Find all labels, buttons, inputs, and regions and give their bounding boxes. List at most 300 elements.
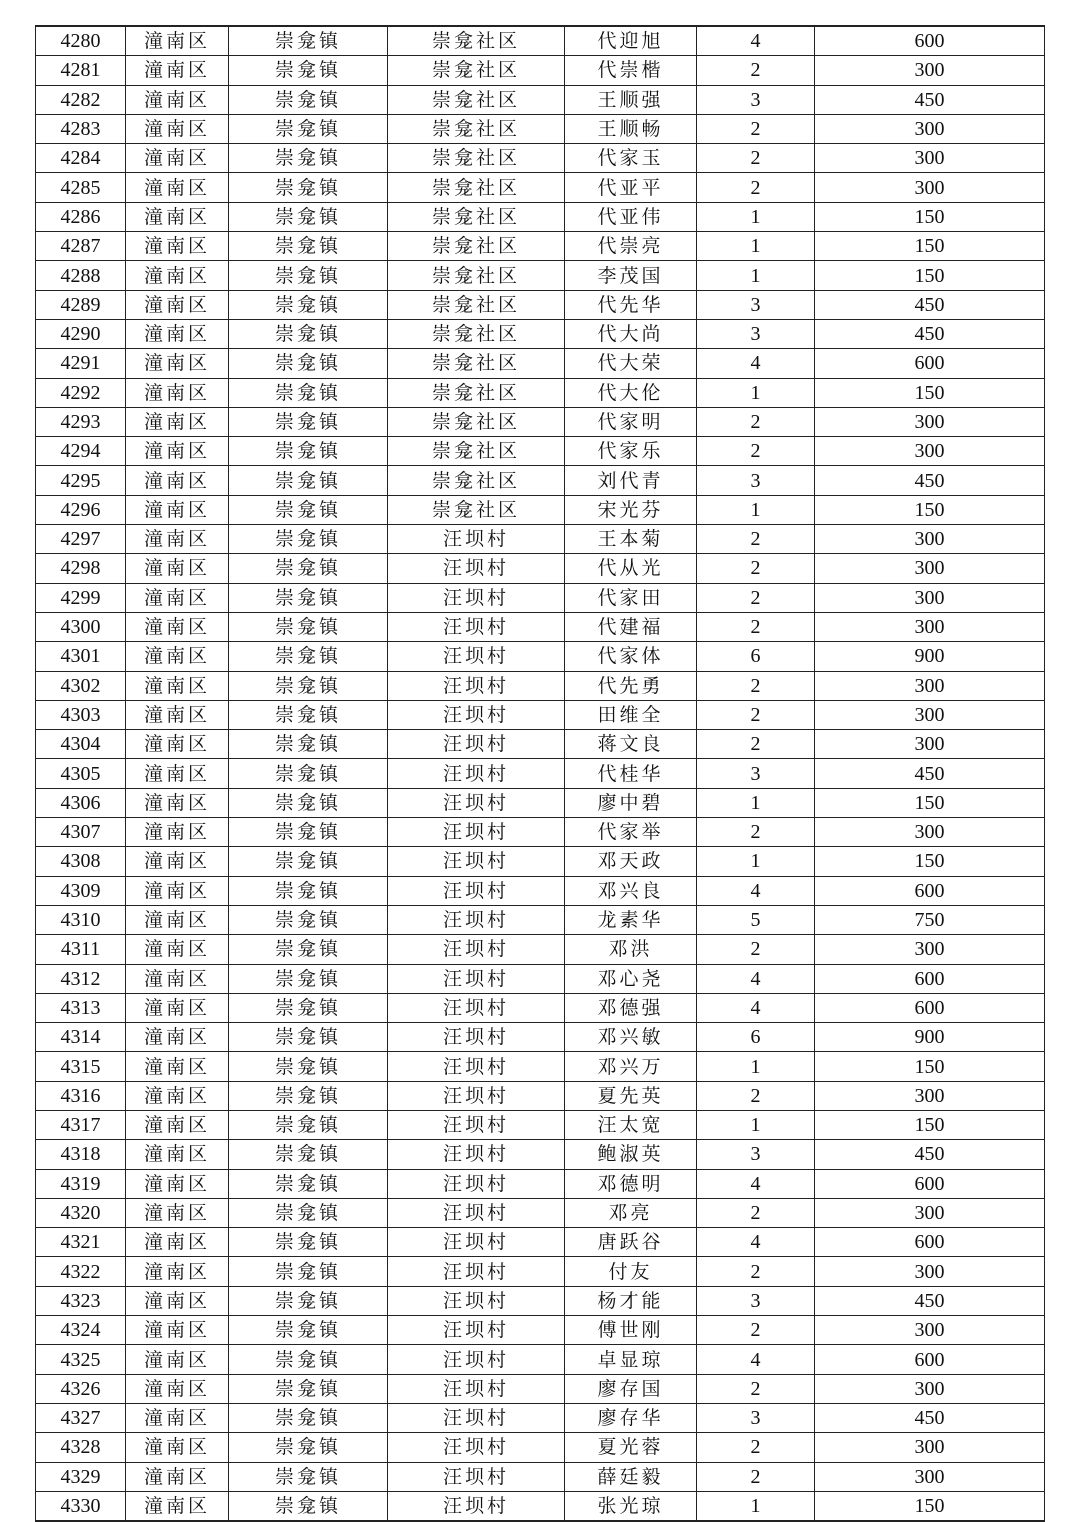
district-cell: 潼南区 — [126, 1081, 229, 1110]
name-cell: 代大尚 — [565, 319, 697, 348]
name-cell: 付友 — [565, 1257, 697, 1286]
serial-number-cell: 4299 — [36, 583, 126, 612]
table-row — [36, 700, 1045, 729]
table-row — [36, 1403, 1045, 1432]
table-row — [36, 1374, 1045, 1403]
name-cell: 代家明 — [565, 407, 697, 436]
town-cell: 崇龛镇 — [229, 378, 388, 407]
amount-cell: 450 — [815, 759, 1045, 788]
town-cell: 崇龛镇 — [229, 85, 388, 114]
town-cell: 崇龛镇 — [229, 1081, 388, 1110]
town-cell: 崇龛镇 — [229, 905, 388, 934]
name-cell: 邓亮 — [565, 1198, 697, 1227]
serial-number-cell: 4306 — [36, 788, 126, 817]
amount-cell: 150 — [815, 495, 1045, 524]
town-cell: 崇龛镇 — [229, 1403, 388, 1432]
district-cell: 潼南区 — [126, 1257, 229, 1286]
household-size-cell: 1 — [697, 378, 815, 407]
table-row — [36, 1257, 1045, 1286]
table-row — [36, 730, 1045, 759]
district-cell: 潼南区 — [126, 1169, 229, 1198]
table-row — [36, 964, 1045, 993]
district-cell: 潼南区 — [126, 1052, 229, 1081]
name-cell: 鲍淑英 — [565, 1140, 697, 1169]
serial-number-cell: 4288 — [36, 261, 126, 290]
serial-number-cell: 4282 — [36, 85, 126, 114]
amount-cell: 300 — [815, 56, 1045, 85]
district-cell: 潼南区 — [126, 56, 229, 85]
town-cell: 崇龛镇 — [229, 847, 388, 876]
household-size-cell: 1 — [697, 847, 815, 876]
household-size-cell: 4 — [697, 1345, 815, 1374]
table-row — [36, 261, 1045, 290]
district-cell: 潼南区 — [126, 290, 229, 319]
table-row — [36, 437, 1045, 466]
town-cell: 崇龛镇 — [229, 349, 388, 378]
district-cell: 潼南区 — [126, 1462, 229, 1491]
name-cell: 代家体 — [565, 642, 697, 671]
name-cell: 廖中碧 — [565, 788, 697, 817]
district-cell: 潼南区 — [126, 26, 229, 56]
serial-number-cell: 4310 — [36, 905, 126, 934]
table-row — [36, 1433, 1045, 1462]
village-cell: 汪坝村 — [388, 905, 565, 934]
amount-cell: 600 — [815, 1169, 1045, 1198]
name-cell: 邓兴敏 — [565, 1023, 697, 1052]
district-cell: 潼南区 — [126, 1403, 229, 1432]
village-cell: 汪坝村 — [388, 671, 565, 700]
serial-number-cell: 4328 — [36, 1433, 126, 1462]
village-cell: 汪坝村 — [388, 1228, 565, 1257]
town-cell: 崇龛镇 — [229, 964, 388, 993]
amount-cell: 450 — [815, 466, 1045, 495]
name-cell: 刘代青 — [565, 466, 697, 495]
household-size-cell: 4 — [697, 876, 815, 905]
name-cell: 邓心尧 — [565, 964, 697, 993]
town-cell: 崇龛镇 — [229, 1462, 388, 1491]
table-row — [36, 466, 1045, 495]
amount-cell: 450 — [815, 1403, 1045, 1432]
amount-cell: 300 — [815, 554, 1045, 583]
village-cell: 崇龛社区 — [388, 319, 565, 348]
amount-cell: 300 — [815, 700, 1045, 729]
name-cell: 邓兴良 — [565, 876, 697, 905]
village-cell: 汪坝村 — [388, 1110, 565, 1139]
household-size-cell: 4 — [697, 349, 815, 378]
district-cell: 潼南区 — [126, 876, 229, 905]
amount-cell: 300 — [815, 144, 1045, 173]
serial-number-cell: 4302 — [36, 671, 126, 700]
serial-number-cell: 4330 — [36, 1491, 126, 1521]
amount-cell: 600 — [815, 993, 1045, 1022]
table-row — [36, 554, 1045, 583]
amount-cell: 900 — [815, 1023, 1045, 1052]
name-cell: 田维全 — [565, 700, 697, 729]
town-cell: 崇龛镇 — [229, 525, 388, 554]
serial-number-cell: 4287 — [36, 232, 126, 261]
table-row — [36, 319, 1045, 348]
amount-cell: 300 — [815, 612, 1045, 641]
household-size-cell: 2 — [697, 700, 815, 729]
district-cell: 潼南区 — [126, 173, 229, 202]
town-cell: 崇龛镇 — [229, 144, 388, 173]
village-cell: 崇龛社区 — [388, 26, 565, 56]
amount-cell: 450 — [815, 1286, 1045, 1315]
village-cell: 汪坝村 — [388, 1140, 565, 1169]
district-cell: 潼南区 — [126, 114, 229, 143]
table-row — [36, 525, 1045, 554]
district-cell: 潼南区 — [126, 232, 229, 261]
serial-number-cell: 4292 — [36, 378, 126, 407]
serial-number-cell: 4286 — [36, 202, 126, 231]
name-cell: 代大荣 — [565, 349, 697, 378]
village-cell: 崇龛社区 — [388, 202, 565, 231]
table-row — [36, 1169, 1045, 1198]
serial-number-cell: 4312 — [36, 964, 126, 993]
serial-number-cell: 4311 — [36, 935, 126, 964]
village-cell: 崇龛社区 — [388, 290, 565, 319]
amount-cell: 300 — [815, 935, 1045, 964]
town-cell: 崇龛镇 — [229, 1433, 388, 1462]
amount-cell: 300 — [815, 114, 1045, 143]
serial-number-cell: 4313 — [36, 993, 126, 1022]
village-cell: 崇龛社区 — [388, 261, 565, 290]
household-size-cell: 2 — [697, 56, 815, 85]
table-row — [36, 788, 1045, 817]
village-cell: 汪坝村 — [388, 1316, 565, 1345]
district-cell: 潼南区 — [126, 202, 229, 231]
amount-cell: 450 — [815, 85, 1045, 114]
village-cell: 崇龛社区 — [388, 173, 565, 202]
household-size-cell: 3 — [697, 466, 815, 495]
serial-number-cell: 4320 — [36, 1198, 126, 1227]
amount-cell: 300 — [815, 1433, 1045, 1462]
village-cell: 崇龛社区 — [388, 437, 565, 466]
serial-number-cell: 4325 — [36, 1345, 126, 1374]
village-cell: 汪坝村 — [388, 1081, 565, 1110]
amount-cell: 300 — [815, 1257, 1045, 1286]
household-size-cell: 2 — [697, 1257, 815, 1286]
household-size-cell: 1 — [697, 495, 815, 524]
table-row — [36, 1140, 1045, 1169]
household-size-cell: 4 — [697, 1169, 815, 1198]
table-row — [36, 1198, 1045, 1227]
village-cell: 汪坝村 — [388, 788, 565, 817]
serial-number-cell: 4327 — [36, 1403, 126, 1432]
town-cell: 崇龛镇 — [229, 173, 388, 202]
name-cell: 傅世刚 — [565, 1316, 697, 1345]
amount-cell: 900 — [815, 642, 1045, 671]
name-cell: 邓天政 — [565, 847, 697, 876]
name-cell: 邓洪 — [565, 935, 697, 964]
town-cell: 崇龛镇 — [229, 612, 388, 641]
household-size-cell: 2 — [697, 525, 815, 554]
table-row — [36, 1081, 1045, 1110]
household-size-cell: 6 — [697, 1023, 815, 1052]
town-cell: 崇龛镇 — [229, 261, 388, 290]
village-cell: 崇龛社区 — [388, 144, 565, 173]
village-cell: 汪坝村 — [388, 1052, 565, 1081]
household-size-cell: 4 — [697, 993, 815, 1022]
village-cell: 汪坝村 — [388, 642, 565, 671]
district-cell: 潼南区 — [126, 466, 229, 495]
name-cell: 夏先英 — [565, 1081, 697, 1110]
serial-number-cell: 4321 — [36, 1228, 126, 1257]
village-cell: 崇龛社区 — [388, 378, 565, 407]
district-cell: 潼南区 — [126, 495, 229, 524]
name-cell: 张光琼 — [565, 1491, 697, 1521]
serial-number-cell: 4305 — [36, 759, 126, 788]
town-cell: 崇龛镇 — [229, 437, 388, 466]
table-body — [36, 26, 1045, 1521]
village-cell: 汪坝村 — [388, 1286, 565, 1315]
household-size-cell: 4 — [697, 26, 815, 56]
district-cell: 潼南区 — [126, 1374, 229, 1403]
table-row — [36, 495, 1045, 524]
town-cell: 崇龛镇 — [229, 700, 388, 729]
name-cell: 代大伦 — [565, 378, 697, 407]
name-cell: 代桂华 — [565, 759, 697, 788]
household-size-cell: 2 — [697, 612, 815, 641]
household-size-cell: 2 — [697, 144, 815, 173]
district-cell: 潼南区 — [126, 1433, 229, 1462]
table-row — [36, 407, 1045, 436]
district-cell: 潼南区 — [126, 554, 229, 583]
serial-number-cell: 4318 — [36, 1140, 126, 1169]
name-cell: 廖存华 — [565, 1403, 697, 1432]
amount-cell: 300 — [815, 1462, 1045, 1491]
town-cell: 崇龛镇 — [229, 495, 388, 524]
village-cell: 汪坝村 — [388, 730, 565, 759]
village-cell: 汪坝村 — [388, 525, 565, 554]
amount-cell: 300 — [815, 1316, 1045, 1345]
amount-cell: 150 — [815, 788, 1045, 817]
name-cell: 邓德明 — [565, 1169, 697, 1198]
district-cell: 潼南区 — [126, 700, 229, 729]
household-size-cell: 2 — [697, 1198, 815, 1227]
town-cell: 崇龛镇 — [229, 1110, 388, 1139]
name-cell: 唐跃谷 — [565, 1228, 697, 1257]
name-cell: 代家玉 — [565, 144, 697, 173]
serial-number-cell: 4308 — [36, 847, 126, 876]
serial-number-cell: 4304 — [36, 730, 126, 759]
household-size-cell: 1 — [697, 202, 815, 231]
village-cell: 崇龛社区 — [388, 349, 565, 378]
town-cell: 崇龛镇 — [229, 1491, 388, 1521]
name-cell: 薛廷毅 — [565, 1462, 697, 1491]
village-cell: 汪坝村 — [388, 1198, 565, 1227]
district-cell: 潼南区 — [126, 349, 229, 378]
village-cell: 汪坝村 — [388, 700, 565, 729]
town-cell: 崇龛镇 — [229, 1023, 388, 1052]
serial-number-cell: 4284 — [36, 144, 126, 173]
table-row — [36, 1228, 1045, 1257]
table-row — [36, 378, 1045, 407]
household-size-cell: 2 — [697, 437, 815, 466]
town-cell: 崇龛镇 — [229, 788, 388, 817]
table-row — [36, 993, 1045, 1022]
table-row — [36, 114, 1045, 143]
household-size-cell: 2 — [697, 818, 815, 847]
village-cell: 汪坝村 — [388, 1433, 565, 1462]
table-row — [36, 612, 1045, 641]
village-cell: 汪坝村 — [388, 935, 565, 964]
amount-cell: 450 — [815, 319, 1045, 348]
village-cell: 崇龛社区 — [388, 407, 565, 436]
serial-number-cell: 4309 — [36, 876, 126, 905]
village-cell: 汪坝村 — [388, 1462, 565, 1491]
district-cell: 潼南区 — [126, 319, 229, 348]
village-cell: 汪坝村 — [388, 1169, 565, 1198]
village-cell: 汪坝村 — [388, 964, 565, 993]
household-size-cell: 6 — [697, 642, 815, 671]
town-cell: 崇龛镇 — [229, 935, 388, 964]
table-row — [36, 232, 1045, 261]
district-cell: 潼南区 — [126, 1491, 229, 1521]
town-cell: 崇龛镇 — [229, 759, 388, 788]
household-size-cell: 1 — [697, 788, 815, 817]
table-row — [36, 56, 1045, 85]
town-cell: 崇龛镇 — [229, 1228, 388, 1257]
serial-number-cell: 4315 — [36, 1052, 126, 1081]
household-size-cell: 2 — [697, 554, 815, 583]
serial-number-cell: 4301 — [36, 642, 126, 671]
name-cell: 邓德强 — [565, 993, 697, 1022]
serial-number-cell: 4293 — [36, 407, 126, 436]
table-row — [36, 1110, 1045, 1139]
district-cell: 潼南区 — [126, 759, 229, 788]
town-cell: 崇龛镇 — [229, 1140, 388, 1169]
village-cell: 汪坝村 — [388, 1491, 565, 1521]
town-cell: 崇龛镇 — [229, 993, 388, 1022]
district-cell: 潼南区 — [126, 1228, 229, 1257]
household-size-cell: 1 — [697, 1491, 815, 1521]
village-cell: 汪坝村 — [388, 583, 565, 612]
district-cell: 潼南区 — [126, 788, 229, 817]
amount-cell: 600 — [815, 349, 1045, 378]
name-cell: 代崇楷 — [565, 56, 697, 85]
table-row — [36, 1023, 1045, 1052]
town-cell: 崇龛镇 — [229, 1286, 388, 1315]
household-size-cell: 2 — [697, 173, 815, 202]
district-cell: 潼南区 — [126, 847, 229, 876]
amount-cell: 300 — [815, 1081, 1045, 1110]
table-row — [36, 818, 1045, 847]
table-row — [36, 26, 1045, 56]
serial-number-cell: 4329 — [36, 1462, 126, 1491]
district-cell: 潼南区 — [126, 261, 229, 290]
amount-cell: 150 — [815, 1052, 1045, 1081]
district-cell: 潼南区 — [126, 1110, 229, 1139]
amount-cell: 300 — [815, 407, 1045, 436]
table-row — [36, 202, 1045, 231]
table-row — [36, 1462, 1045, 1491]
table-row — [36, 144, 1045, 173]
household-size-cell: 4 — [697, 964, 815, 993]
village-cell: 汪坝村 — [388, 1374, 565, 1403]
amount-cell: 150 — [815, 378, 1045, 407]
village-cell: 汪坝村 — [388, 876, 565, 905]
town-cell: 崇龛镇 — [229, 1198, 388, 1227]
household-size-cell: 2 — [697, 935, 815, 964]
household-size-cell: 3 — [697, 290, 815, 319]
town-cell: 崇龛镇 — [229, 26, 388, 56]
serial-number-cell: 4297 — [36, 525, 126, 554]
name-cell: 宋光芬 — [565, 495, 697, 524]
household-size-cell: 2 — [697, 671, 815, 700]
district-cell: 潼南区 — [126, 818, 229, 847]
village-cell: 崇龛社区 — [388, 56, 565, 85]
village-cell: 汪坝村 — [388, 847, 565, 876]
district-cell: 潼南区 — [126, 1345, 229, 1374]
serial-number-cell: 4291 — [36, 349, 126, 378]
serial-number-cell: 4298 — [36, 554, 126, 583]
table-row — [36, 847, 1045, 876]
name-cell: 代亚伟 — [565, 202, 697, 231]
town-cell: 崇龛镇 — [229, 56, 388, 85]
village-cell: 崇龛社区 — [388, 114, 565, 143]
amount-cell: 600 — [815, 1345, 1045, 1374]
name-cell: 卓显琼 — [565, 1345, 697, 1374]
household-size-cell: 1 — [697, 232, 815, 261]
district-cell: 潼南区 — [126, 1023, 229, 1052]
serial-number-cell: 4323 — [36, 1286, 126, 1315]
name-cell: 汪太宽 — [565, 1110, 697, 1139]
name-cell: 代家举 — [565, 818, 697, 847]
village-cell: 汪坝村 — [388, 1023, 565, 1052]
name-cell: 蒋文良 — [565, 730, 697, 759]
town-cell: 崇龛镇 — [229, 1345, 388, 1374]
district-cell: 潼南区 — [126, 583, 229, 612]
household-size-cell: 2 — [697, 1316, 815, 1345]
village-cell: 崇龛社区 — [388, 232, 565, 261]
household-size-cell: 4 — [697, 1228, 815, 1257]
town-cell: 崇龛镇 — [229, 1257, 388, 1286]
serial-number-cell: 4285 — [36, 173, 126, 202]
name-cell: 邓兴万 — [565, 1052, 697, 1081]
table-row — [36, 1286, 1045, 1315]
name-cell: 代崇亮 — [565, 232, 697, 261]
town-cell: 崇龛镇 — [229, 876, 388, 905]
district-cell: 潼南区 — [126, 964, 229, 993]
serial-number-cell: 4322 — [36, 1257, 126, 1286]
amount-cell: 150 — [815, 261, 1045, 290]
village-cell: 汪坝村 — [388, 1257, 565, 1286]
district-cell: 潼南区 — [126, 144, 229, 173]
table-row — [36, 1316, 1045, 1345]
table-row — [36, 905, 1045, 934]
table-row — [36, 1345, 1045, 1374]
amount-cell: 150 — [815, 1491, 1045, 1521]
district-cell: 潼南区 — [126, 730, 229, 759]
name-cell: 代家田 — [565, 583, 697, 612]
amount-cell: 600 — [815, 26, 1045, 56]
name-cell: 李茂国 — [565, 261, 697, 290]
table-row — [36, 290, 1045, 319]
name-cell: 代从光 — [565, 554, 697, 583]
district-cell: 潼南区 — [126, 905, 229, 934]
district-cell: 潼南区 — [126, 407, 229, 436]
village-cell: 汪坝村 — [388, 612, 565, 641]
amount-cell: 450 — [815, 290, 1045, 319]
household-size-cell: 2 — [697, 1433, 815, 1462]
serial-number-cell: 4314 — [36, 1023, 126, 1052]
amount-cell: 300 — [815, 583, 1045, 612]
household-size-cell: 1 — [697, 261, 815, 290]
table-row — [36, 642, 1045, 671]
name-cell: 杨才能 — [565, 1286, 697, 1315]
household-size-cell: 3 — [697, 759, 815, 788]
